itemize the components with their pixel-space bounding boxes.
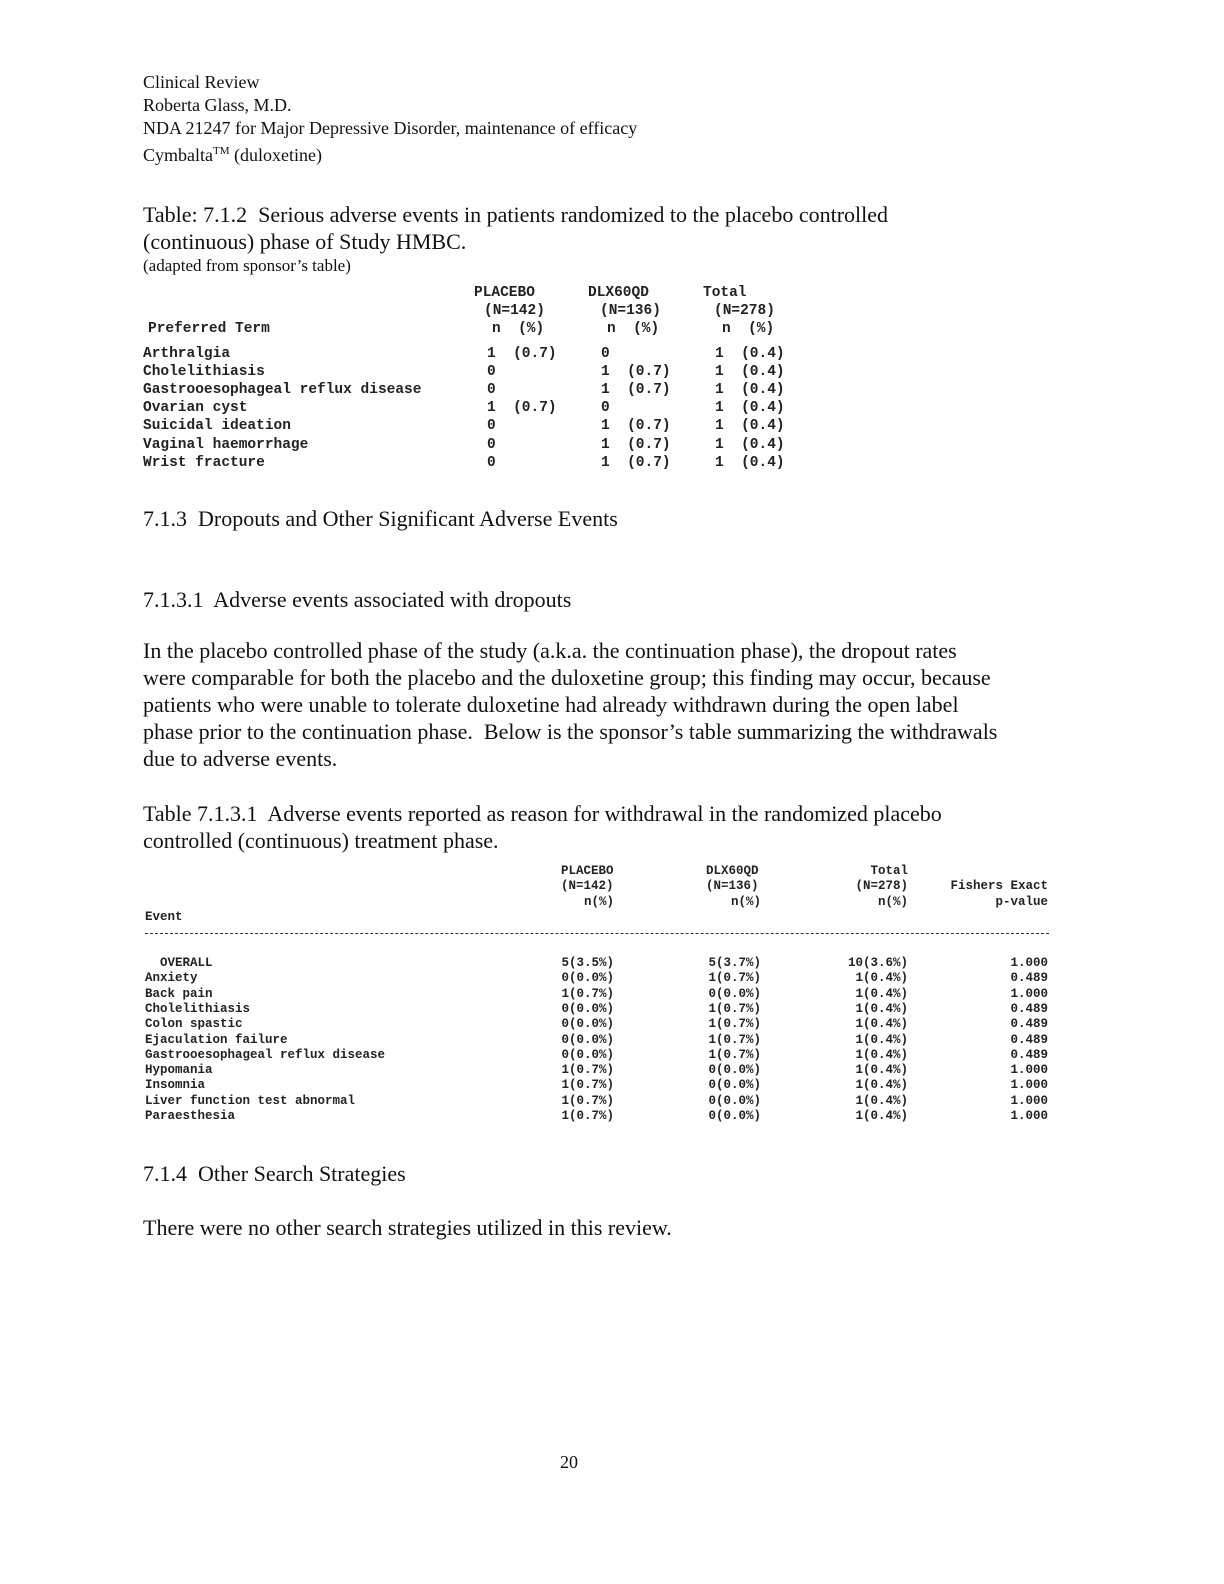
t1-cell-total: 1 (0.4) [715,454,785,471]
t1-head-placebo-n: (N=142) [484,303,545,319]
t2-cell-event: OVERALL [145,956,213,970]
t1-cell-term: Wrist fracture [143,454,265,471]
t2-cell-dlx: 5(3.7%) [708,956,761,970]
t1-head-dlx-n: (N=136) [600,303,661,319]
t1-head-total: Total [703,285,747,301]
t2-cell-pvalue: 1.000 [1010,1093,1048,1108]
t2-cell-event: Hypomania [145,1063,213,1078]
t2-head-np-placebo: n(%) [583,895,614,909]
t2-cell-pvalue: 0.489 [1010,1001,1048,1016]
t1-cell-placebo: 0 [487,418,496,435]
header-line-3: NDA 21247 for Major Depressive Disorder, maintenance of efficacy [143,118,638,138]
t2-cell-pvalue: 1.000 [1010,986,1048,1001]
t1-cell-total: 1 (0.4) [715,418,785,435]
t2-cell-placebo: 0(0.0%) [561,971,614,986]
t2-cell-total: 1(0.4%) [855,1047,908,1062]
t1-cell-dlx: 0 [601,346,610,362]
t1-cell-total: 1 (0.4) [715,436,785,453]
t1-head-np-total: n (%) [722,321,775,337]
t1-cell-total: 1 (0.4) [715,400,785,417]
trademark: TM [213,145,230,157]
t1-cell-total: 1 (0.4) [715,364,785,381]
t1-cell-dlx: 1 (0.7) [601,382,671,399]
table2-divider [145,933,1049,934]
t2-cell-total: 1(0.4%) [855,1032,908,1047]
t1-cell-placebo: 0 [487,364,496,381]
t2-cell-dlx: 0(0.0%) [708,986,761,1001]
closing-sentence: There were no other search strategies utilized in this review. [143,1215,672,1240]
section-7-1-4-heading: 7.1.4 Other Search Strategies [143,1161,406,1186]
t2-cell-event: Liver function test abnormal [145,1093,356,1108]
t2-cell-event: Paraesthesia [145,1109,236,1123]
t1-head-term: Preferred Term [148,321,270,337]
t2-cell-dlx: 0(0.0%) [708,1078,761,1093]
t2-cell-event: Ejaculation failure [145,1032,288,1047]
t2-cell-placebo: 1(0.7%) [561,986,614,1001]
t1-cell-placebo: 1 (0.7) [487,400,557,417]
t2-cell-pvalue: 0.489 [1010,971,1048,986]
t2-cell-dlx: 1(0.7%) [708,1001,761,1016]
t2-cell-event: Anxiety [145,971,198,986]
t1-head-dlx: DLX60QD [588,285,649,301]
table2-title-line2: controlled (continuous) treatment phase. [143,828,499,853]
t1-head-total-n: (N=278) [714,303,775,319]
t2-cell-placebo: 5(3.5%) [561,956,614,970]
t2-cell-total: 1(0.4%) [855,986,908,1001]
t2-head-dlx: DLX60QD [706,864,759,878]
t1-cell-placebo: 0 [487,454,496,471]
t2-cell-placebo: 1(0.7%) [561,1093,614,1108]
t2-cell-placebo: 1(0.7%) [561,1109,614,1123]
t2-cell-event: Colon spastic [145,1017,243,1032]
t1-head-placebo: PLACEBO [474,285,535,301]
t2-cell-dlx: 1(0.7%) [708,1032,761,1047]
t2-cell-total: 1(0.4%) [855,1078,908,1093]
t2-head-fisher: Fishers Exact [950,879,1048,893]
t1-cell-dlx: 1 (0.7) [601,418,671,435]
t1-cell-total: 1 (0.4) [715,346,785,362]
t2-head-np-dlx: n(%) [730,895,761,909]
t2-cell-dlx: 0(0.0%) [708,1093,761,1108]
t2-head-event: Event [145,910,183,924]
t2-cell-placebo: 0(0.0%) [561,1032,614,1047]
t2-cell-pvalue: 0.489 [1010,1017,1048,1032]
t2-head-placebo: PLACEBO [561,864,614,878]
t2-cell-event: Gastrooesophageal reflux disease [145,1047,386,1062]
t2-cell-pvalue: 0.489 [1010,1032,1048,1047]
t2-head-dlx-n: (N=136) [706,879,759,893]
t1-cell-dlx: 1 (0.7) [601,454,671,471]
t1-cell-dlx: 0 [601,400,610,417]
t2-head-pvalue: p-value [995,895,1048,909]
t2-cell-dlx: 1(0.7%) [708,971,761,986]
paragraph-line-1: In the placebo controlled phase of the study (a.k.a. the continuation phase), the dropout rates [143,638,957,663]
t2-cell-total: 1(0.4%) [855,1017,908,1032]
t2-cell-placebo: 0(0.0%) [561,1001,614,1016]
t2-cell-placebo: 1(0.7%) [561,1078,614,1093]
header-line-2: Roberta Glass, M.D. [143,95,292,115]
t1-cell-term: Vaginal haemorrhage [143,436,309,453]
paragraph-line-3: patients who were unable to tolerate duloxetine had already withdrawn during the open label [143,692,959,717]
t2-cell-pvalue: 1.000 [1010,1078,1048,1093]
t2-cell-pvalue: 1.000 [1010,1109,1048,1123]
t2-head-np-total: n(%) [877,895,908,909]
drug-name: Cymbalta [143,145,213,165]
t2-cell-event: Back pain [145,986,213,1001]
t2-cell-total: 1(0.4%) [855,1109,908,1123]
t2-head-total-n: (N=278) [855,879,908,893]
t2-cell-pvalue: 1.000 [1010,1063,1048,1078]
t1-cell-term: Gastrooesophageal reflux disease [143,382,422,399]
paragraph-line-2: were comparable for both the placebo and the duloxetine group; this finding may occur, because [143,665,991,690]
section-7-1-3-1-heading: 7.1.3.1 Adverse events associated with dropouts [143,587,572,612]
t2-cell-dlx: 0(0.0%) [708,1063,761,1078]
t1-head-np-dlx: n (%) [607,321,660,337]
paragraph-line-5: due to adverse events. [143,746,338,771]
t2-cell-event: Insomnia [145,1078,206,1093]
table2-title-line1: Table 7.1.3.1 Adverse events reported as reason for withdrawal in the randomized placebo [143,801,942,826]
t2-head-total: Total [870,864,908,878]
drug-generic: (duloxetine) [229,145,322,165]
section-7-1-3-heading: 7.1.3 Dropouts and Other Significant Adverse Events [143,506,618,531]
t1-head-np-placebo: n (%) [492,321,545,337]
t2-cell-placebo: 0(0.0%) [561,1017,614,1032]
t1-cell-placebo: 0 [487,382,496,399]
t1-cell-total: 1 (0.4) [715,382,785,399]
t2-cell-pvalue: 1.000 [1010,956,1048,970]
t2-cell-dlx: 1(0.7%) [708,1017,761,1032]
t1-cell-term: Ovarian cyst [143,400,248,417]
t2-cell-total: 1(0.4%) [855,1063,908,1078]
t1-cell-dlx: 1 (0.7) [601,364,671,381]
table1-note: (adapted from sponsor’s table) [143,256,351,275]
t2-cell-dlx: 0(0.0%) [708,1109,761,1123]
page-number: 20 [560,1452,578,1472]
t1-cell-term: Suicidal ideation [143,418,291,435]
t2-cell-placebo: 1(0.7%) [561,1063,614,1078]
t1-cell-term: Cholelithiasis [143,364,265,381]
table1-title-line2: (continuous) phase of Study HMBC. [143,229,467,254]
t2-cell-placebo: 0(0.0%) [561,1047,614,1062]
header-line-1: Clinical Review [143,72,260,92]
t2-cell-dlx: 1(0.7%) [708,1047,761,1062]
paragraph-line-4: phase prior to the continuation phase. Below is the sponsor’s table summarizing the withdrawals [143,719,998,744]
t1-cell-placebo: 1 (0.7) [487,346,557,362]
t1-cell-term: Arthralgia [143,346,231,362]
t1-cell-dlx: 1 (0.7) [601,436,671,453]
t2-cell-event: Cholelithiasis [145,1001,251,1016]
t2-cell-total: 10(3.6%) [847,956,908,970]
t2-cell-pvalue: 0.489 [1010,1047,1048,1062]
table1-title-line1: Table: 7.1.2 Serious adverse events in patients randomized to the placebo controlled [143,202,889,227]
t2-head-placebo-n: (N=142) [561,879,614,893]
t2-cell-total: 1(0.4%) [855,1093,908,1108]
header-line-4 [143,140,322,167]
t2-cell-total: 1(0.4%) [855,1001,908,1016]
t2-cell-total: 1(0.4%) [855,971,908,986]
t1-cell-placebo: 0 [487,436,496,453]
